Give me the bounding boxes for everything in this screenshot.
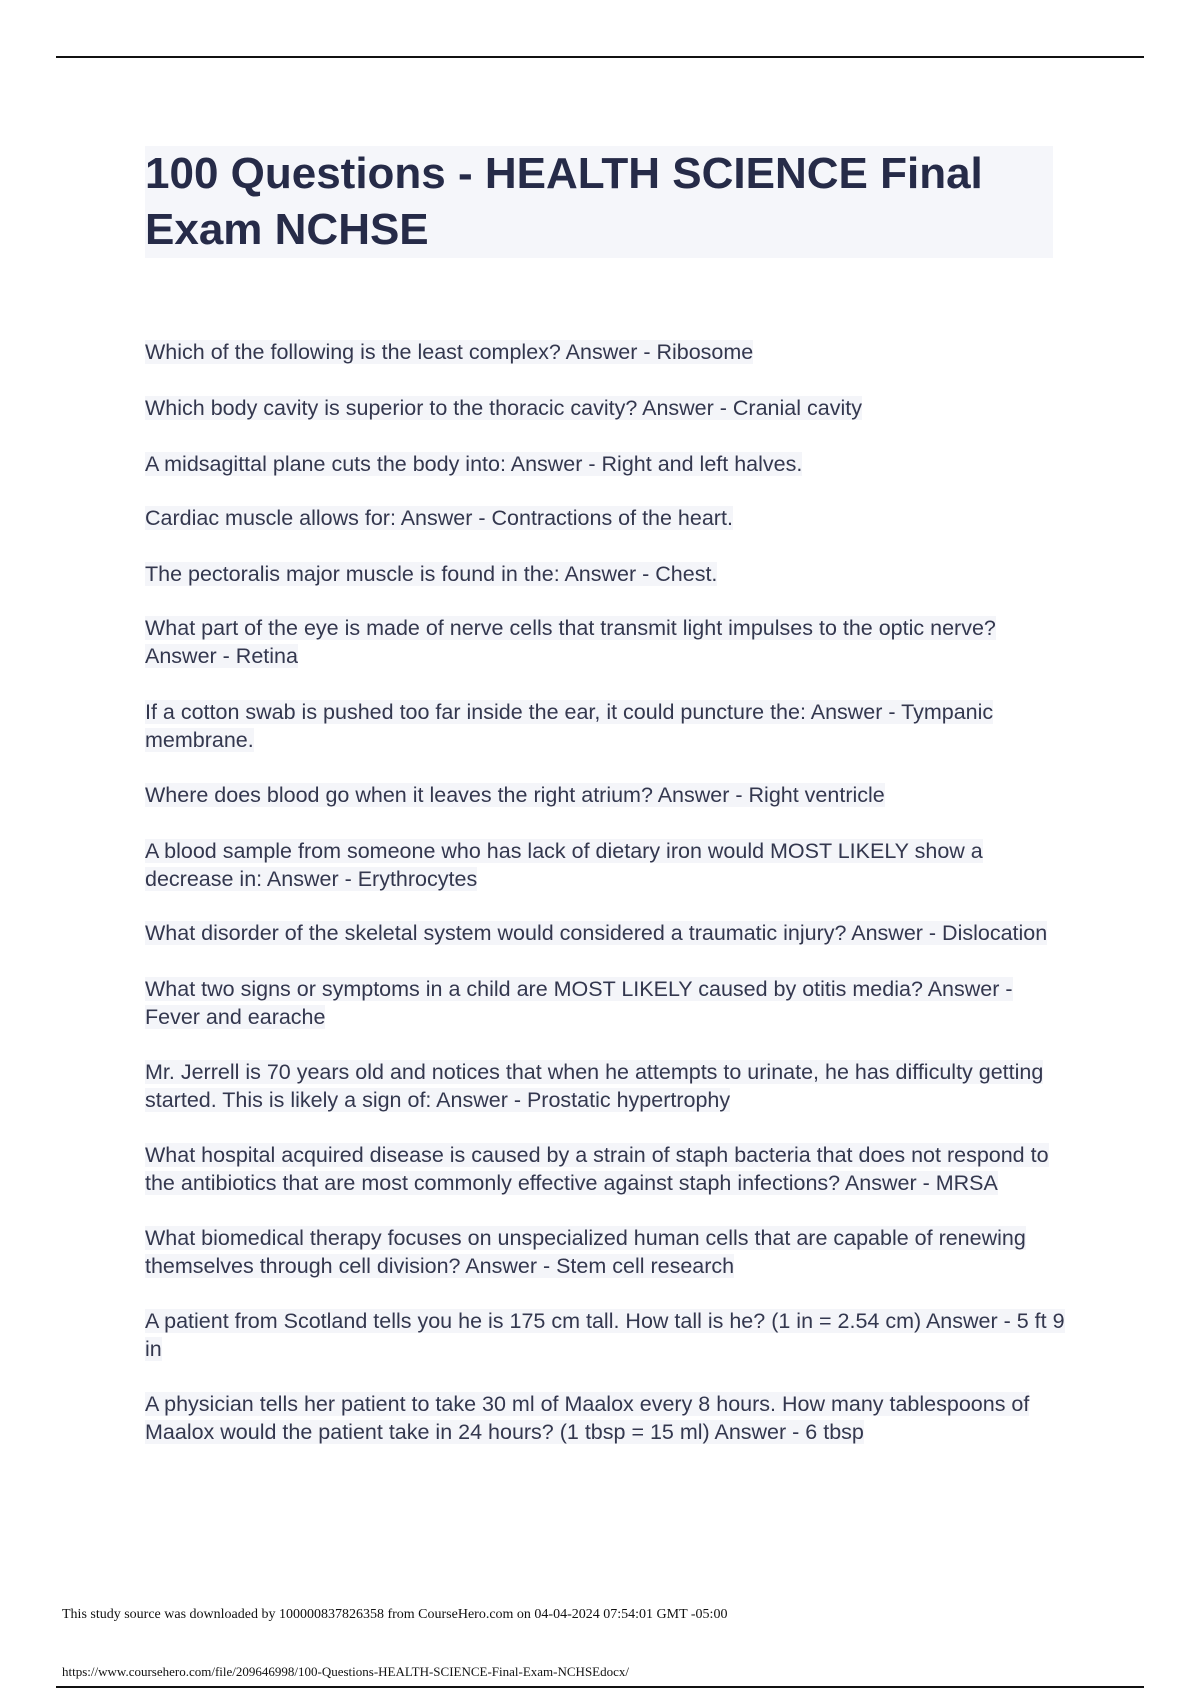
question-item — [145, 1390, 1065, 1446]
question-item — [145, 614, 1065, 670]
question-item — [145, 338, 1065, 366]
question-text: A blood sample from someone who has lack of dietary iron would MOST LIKELY show a decrease in: Answer - Erythrocytes — [145, 839, 983, 891]
question-text: The pectoralis major muscle is found in the: Answer - Chest. — [145, 562, 718, 586]
question-item — [145, 1141, 1065, 1197]
question-text: What biomedical therapy focuses on unspecialized human cells that are capable of renewing themselves through cell division? Answer - Stem cell research — [145, 1226, 1026, 1278]
document-title: 100 Questions - HEALTH SCIENCE Final Exam NCHSE — [145, 146, 1053, 258]
question-item — [145, 394, 1065, 422]
question-item — [145, 450, 1065, 478]
source-url[interactable]: https://www.coursehero.com/file/209646998/100-Questions-HEALTH-SCIENCE-Final-Exam-NCHSEdocx/ — [62, 1664, 629, 1679]
bottom-rule — [56, 1686, 1144, 1688]
question-text: Cardiac muscle allows for: Answer - Contractions of the heart. — [145, 506, 733, 530]
question-item — [145, 698, 1065, 754]
question-text: A midsagittal plane cuts the body into: Answer - Right and left halves. — [145, 452, 803, 476]
question-text: A patient from Scotland tells you he is 175 cm tall. How tall is he? (1 in = 2.54 cm) Answer - 5 ft 9 in — [145, 1309, 1065, 1361]
question-text: Mr. Jerrell is 70 years old and notices that when he attempts to urinate, he has difficulty getting started. This is likely a sign of: Answer - Prostatic hypertrophy — [145, 1060, 1044, 1112]
question-item — [145, 919, 1065, 947]
question-text: Where does blood go when it leaves the right atrium? Answer - Right ventricle — [145, 783, 885, 807]
question-item — [145, 1307, 1065, 1363]
question-text: A physician tells her patient to take 30 ml of Maalox every 8 hours. How many tablespoons of Maalox would the patient take in 24 hours? (1 tbsp = 15 ml) Answer - 6 tbsp — [145, 1392, 1030, 1444]
question-text: What part of the eye is made of nerve cells that transmit light impulses to the optic nerve? Answer - Retina — [145, 616, 996, 668]
download-source-note: This study source was downloaded by 100000837826358 from CourseHero.com on 04-04-2024 07:54:01 GMT -05:00 — [62, 1607, 728, 1622]
top-rule — [56, 56, 1144, 58]
question-item — [145, 560, 1065, 588]
question-item — [145, 1224, 1065, 1280]
question-text: Which body cavity is superior to the thoracic cavity? Answer - Cranial cavity — [145, 396, 862, 420]
question-item — [145, 1058, 1065, 1114]
question-item — [145, 781, 1065, 809]
question-text: What hospital acquired disease is caused by a strain of staph bacteria that does not respond to the antibiotics that are most commonly effective against staph infections? Answer - MRSA — [145, 1143, 1049, 1195]
question-item — [145, 837, 1065, 893]
question-item — [145, 975, 1065, 1031]
question-list — [145, 338, 1065, 1446]
question-text: What disorder of the skeletal system would considered a traumatic injury? Answer - Dislocation — [145, 921, 1048, 945]
question-item — [145, 504, 1065, 532]
question-text: If a cotton swab is pushed too far inside the ear, it could puncture the: Answer - Tympanic membrane. — [145, 700, 994, 752]
question-text: Which of the following is the least complex? Answer - Ribosome — [145, 340, 754, 364]
question-text: What two signs or symptoms in a child are MOST LIKELY caused by otitis media? Answer - Fever and earache — [145, 977, 1013, 1029]
